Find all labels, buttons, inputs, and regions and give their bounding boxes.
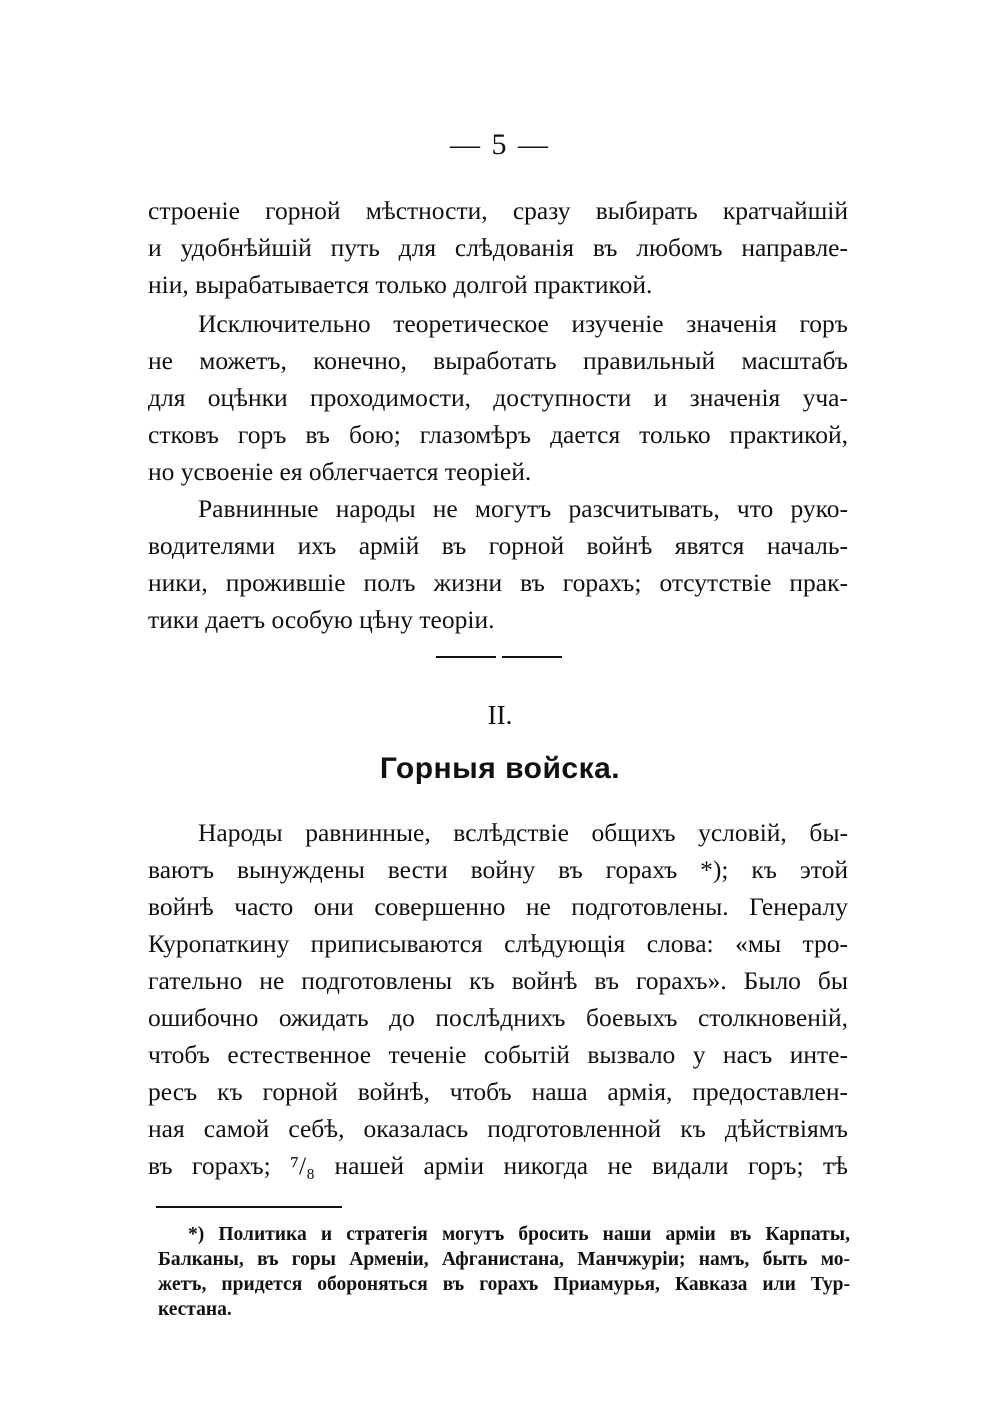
paragraph-line: строеніе горной мѣстности, сразу выбирать кратчайшій — [148, 196, 848, 225]
paragraph-line: ная самой себѣ, оказалась подготовленной къ дѣйствіямъ — [148, 1114, 848, 1143]
footnote — [158, 1222, 850, 1322]
section-divider — [436, 656, 562, 658]
paragraph-line: тики даетъ особую цѣну теоріи. — [148, 605, 495, 634]
paragraph-line: чтобъ естественное теченіе событій вызвало у насъ инте- — [148, 1040, 848, 1069]
paragraph-line: стковъ горъ въ бою; глазомѣръ дается только практикой, — [148, 420, 848, 449]
paragraph-line: ресъ къ горной войнѣ, чтобъ наша армія, предоставлен- — [148, 1077, 848, 1106]
footnote-line: кестана. — [158, 1299, 232, 1320]
paragraph-line: Равнинные народы не могутъ разсчитывать, что руко- — [198, 494, 848, 523]
paragraph-line: но усвоеніе ея облегчается теоріей. — [148, 457, 532, 486]
paragraph-line: ніи, вырабатывается только долгой практикой. — [148, 270, 653, 299]
paragraph-line: водителями ихъ армій въ горной войнѣ явятся началь- — [148, 531, 848, 560]
section-title: Горныя войска. — [379, 752, 621, 785]
footnote-rule — [156, 1206, 342, 1208]
paragraph-line: гательно не подготовлены къ войнѣ въ горахъ». Было бы — [148, 966, 848, 995]
paragraph-line: въ горахъ; ⁷/₈ нашей арміи никогда не видали горъ; тѣ — [148, 1151, 848, 1180]
paragraph-line: Куропаткину приписываются слѣдующія слова: «мы тро- — [148, 929, 848, 958]
paragraph-line: для оцѣнки проходимости, доступности и значенія уча- — [148, 383, 848, 412]
paragraph-line: войнѣ часто они совершенно не подготовлены. Генералу — [148, 892, 848, 921]
page-number: — 5 — — [450, 128, 550, 161]
paragraph-line: Исключительно теоретическое изученіе значенія горъ — [198, 309, 848, 338]
paragraph-2 — [148, 305, 848, 490]
footnote-line: Балканы, въ горы Арменіи, Афганистана, Манчжуріи; намъ, быть мо- — [158, 1249, 850, 1270]
paragraph-line: ошибочно ожидать до послѣднихъ боевыхъ столкновеній, — [148, 1003, 848, 1032]
paragraph-line: ники, прожившіе полъ жизни въ горахъ; отсутствіе прак- — [148, 568, 848, 597]
paragraph-1 — [148, 192, 848, 303]
paragraph-line: не можетъ, конечно, выработать правильный масштабъ — [148, 346, 848, 375]
paragraph-3 — [148, 490, 848, 638]
section-paragraph — [148, 814, 848, 1184]
footnote-line: *) Политика и стратегія могутъ бросить наши арміи въ Карпаты, — [188, 1224, 850, 1245]
section-number: II. — [487, 700, 513, 730]
paragraph-line: ваютъ вынуждены вести войну въ горахъ *); къ этой — [148, 855, 848, 884]
footnote-line: жетъ, придется обороняться въ горахъ Приамурья, Кавказа или Тур- — [158, 1274, 850, 1295]
paragraph-line: и удобнѣйшій путь для слѣдованія въ любомъ направле- — [148, 233, 848, 262]
paragraph-line: Народы равнинные, вслѣдствіе общихъ условій, бы- — [198, 818, 848, 847]
